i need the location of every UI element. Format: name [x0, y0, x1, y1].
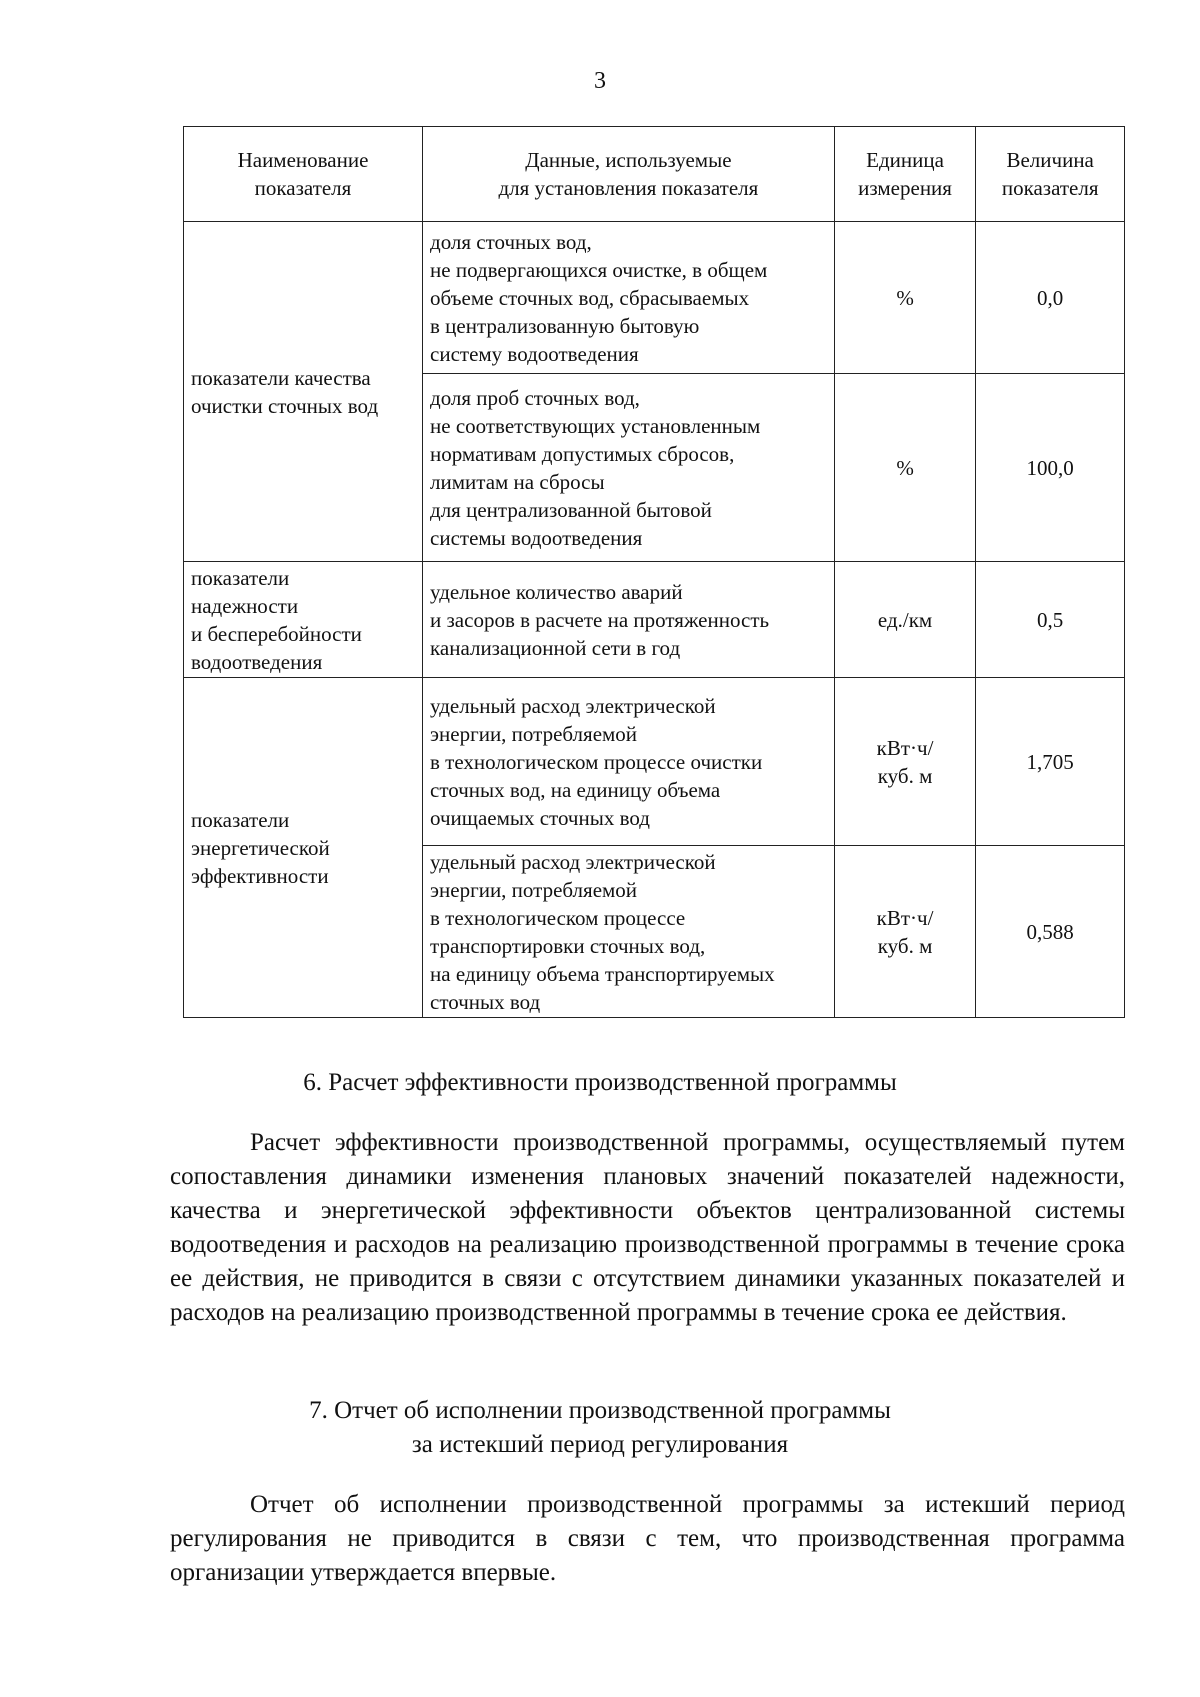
table-header-row [184, 127, 1125, 222]
indicator-unit: кВт·ч/ куб. м [834, 846, 976, 1018]
table-row [184, 222, 1125, 374]
indicators-table [183, 126, 1125, 1018]
section-6-title: 6. Расчет эффективности производственной программы [303, 1069, 897, 1096]
section-7-title: 7. Отчет об исполнении производственной программы за истекший период регулирования [309, 1397, 891, 1458]
header-unit: Единица измерения [834, 127, 976, 222]
indicator-data: доля сточных вод, не подвергающихся очистке, в общем объеме сточных вод, сбрасываемых в централизованную бытовую систему водоотведения [423, 222, 835, 374]
indicator-data: удельное количество аварий и засоров в расчете на протяженность канализационной сети в год [423, 562, 835, 678]
indicator-data: удельный расход электрической энергии, потребляемой в технологическом процессе транспортировки сточных вод, на единицу объема транспортируемых сточных вод [423, 846, 835, 1018]
indicator-value: 100,0 [976, 374, 1125, 562]
header-value: Величина показателя [976, 127, 1125, 222]
indicator-value: 0,588 [976, 846, 1125, 1018]
indicator-group-name: показатели надежности и бесперебойности водоотведения [184, 562, 423, 678]
header-source-data: Данные, используемые для установления показателя [423, 127, 835, 222]
indicator-unit: % [834, 222, 976, 374]
indicator-data: удельный расход электрической энергии, потребляемой в технологическом процессе очистки сточных вод, на единицу объема очищаемых сточных вод [423, 678, 835, 846]
indicator-unit: % [834, 374, 976, 562]
indicator-unit: ед./км [834, 562, 976, 678]
page-number: 3 [594, 68, 606, 94]
section-7-text: Отчет об исполнении производственной программы за истекший период регулирования не приводится в связи с тем, что производственная программа организации утверждается впервые. [170, 1491, 1125, 1586]
indicator-value: 0,0 [976, 222, 1125, 374]
table-row [184, 678, 1125, 846]
table-row [184, 562, 1125, 678]
indicator-data: доля проб сточных вод, не соответствующих установленным нормативам допустимых сбросов, лимитам на сбросы для централизованной бытовой системы водоотведения [423, 374, 835, 562]
header-indicator-name: Наименование показателя [184, 127, 423, 222]
indicator-unit: кВт·ч/ куб. м [834, 678, 976, 846]
section-6-text: Расчет эффективности производственной программы, осуществляемый путем сопоставления динамики изменения плановых значений показателей надежности, качества и энергетической эффективности объектов централизованной системы водоотведения и расходов на реализацию производственной программы в течение срока ее действия, не приводится в связи с отсутствием динамики указанных показателей и расходов на реализацию производственной программы в течение срока ее действия. [170, 1129, 1125, 1326]
indicator-group-name: показатели качества очистки сточных вод [184, 222, 423, 562]
indicator-value: 0,5 [976, 562, 1125, 678]
indicator-group-name: показатели энергетической эффективности [184, 678, 423, 1018]
indicator-value: 1,705 [976, 678, 1125, 846]
